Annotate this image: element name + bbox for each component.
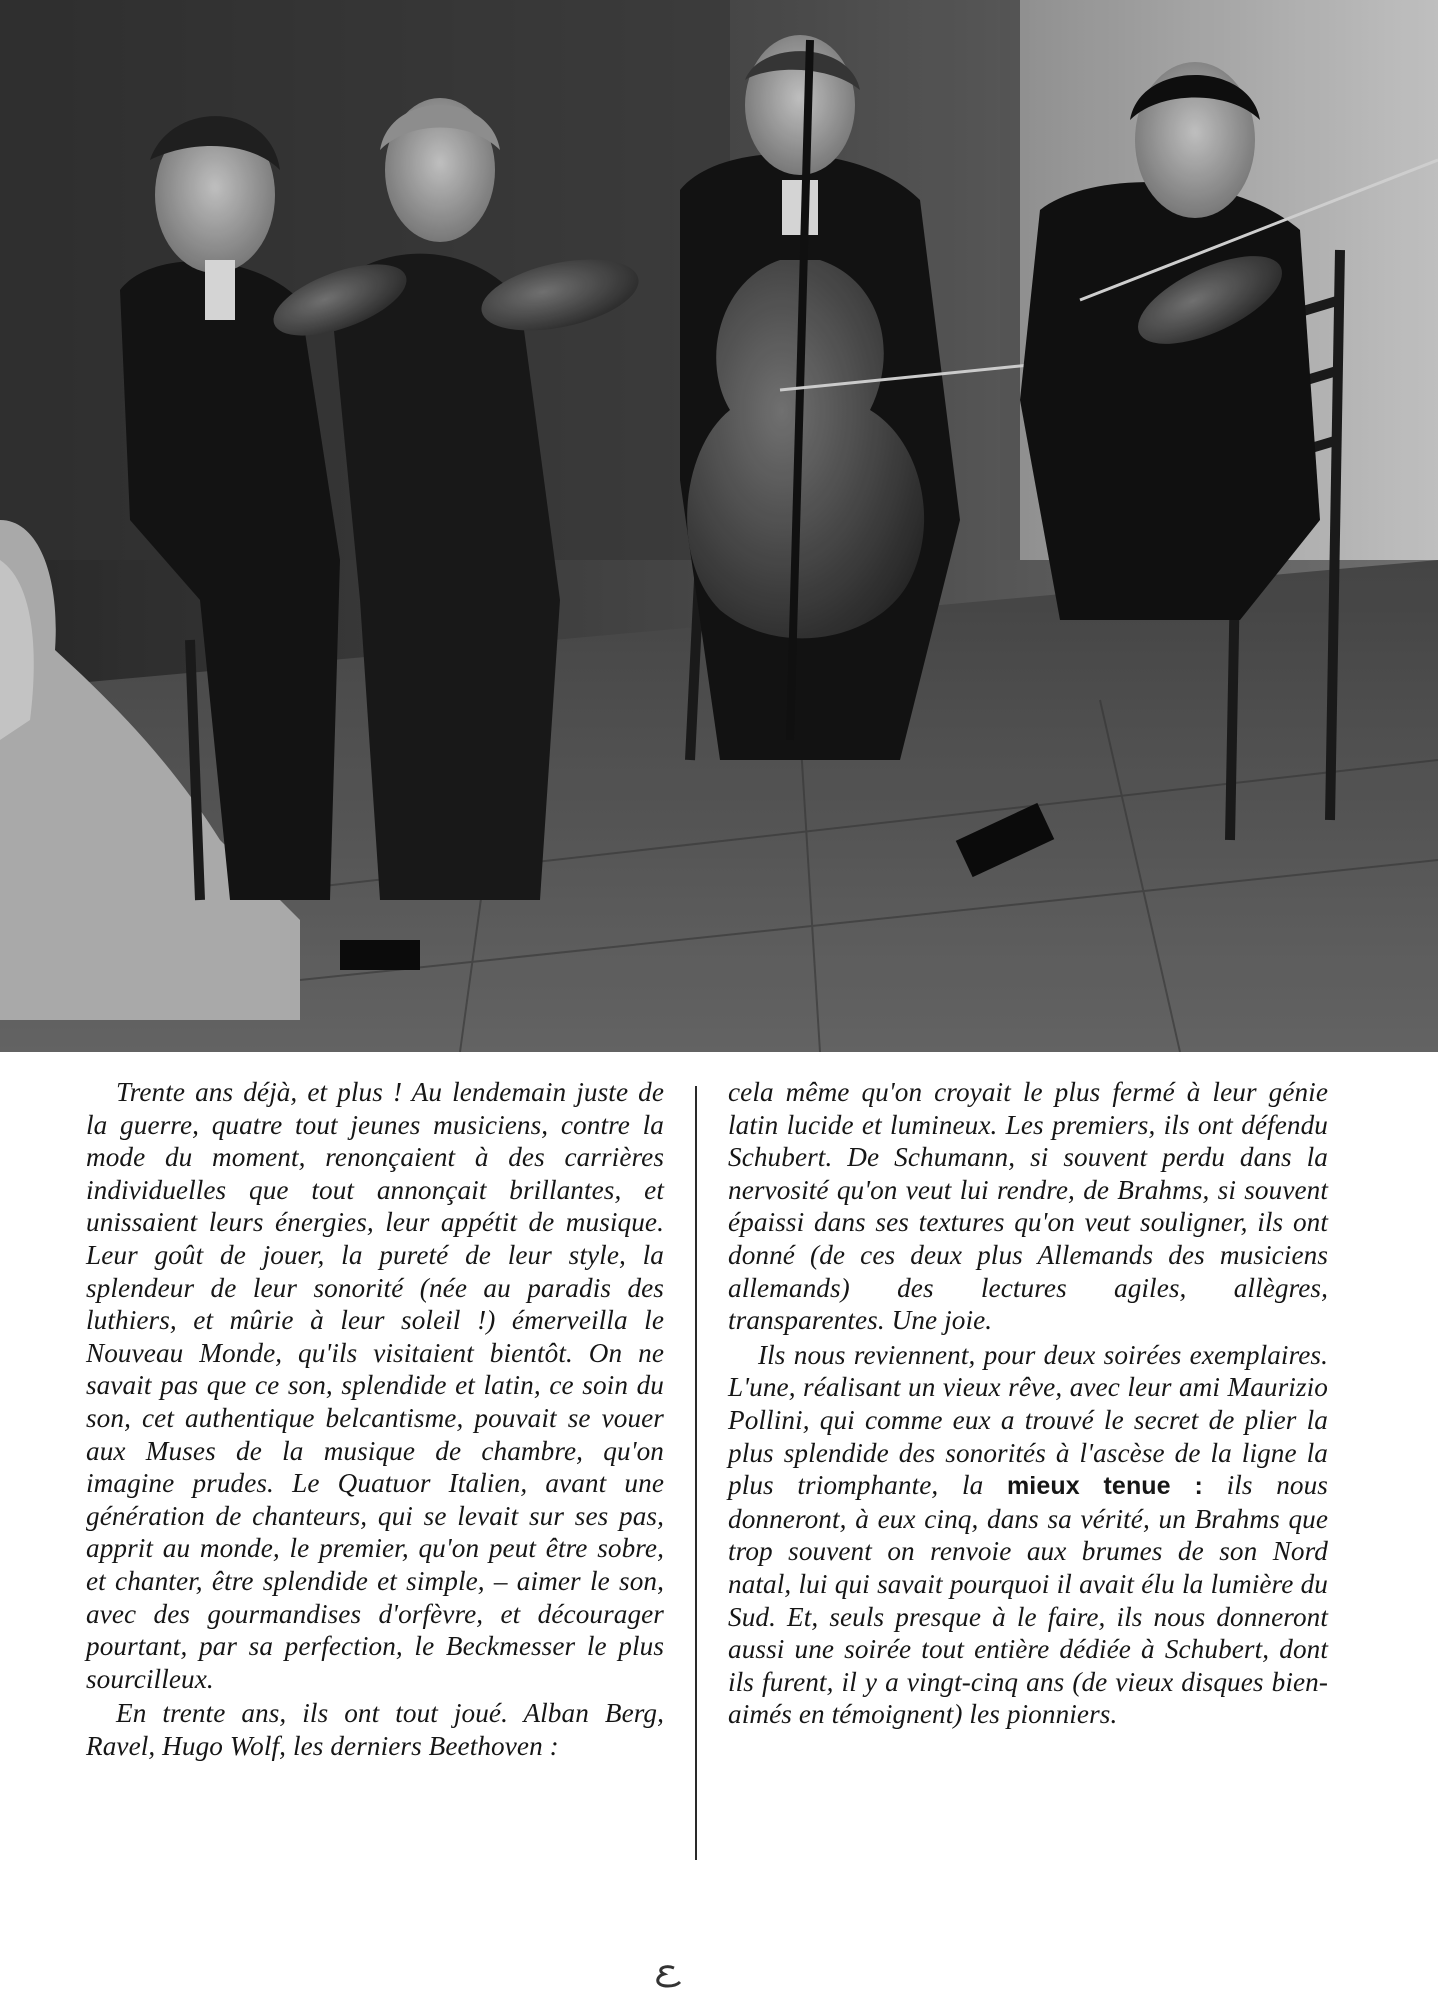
article-left-column	[86, 1076, 664, 1762]
paragraph-text: ils nous donneront, à eux cinq, dans sa vérité, un Brahms que trop souvent on renvoie aux brumes de son Nord natal, lui qui savait pourquoi il avait élu la lumière du Sud. Et, seuls presque à le faire, ils nous donneront aussi une soirée tout entière dédiée à Schubert, dont ils furent, il y a vingt-cinq ans (de vieux disques bien-aimés en témoignent) les pionniers.	[728, 1470, 1328, 1730]
column-divider	[695, 1086, 697, 1860]
page-mark-icon	[648, 1962, 688, 1992]
article-right-column	[728, 1076, 1328, 1731]
bold-phrase: mieux tenue :	[1006, 1472, 1203, 1501]
article-paragraph: En trente ans, ils ont tout joué. Alban Berg, Ravel, Hugo Wolf, les derniers Beethoven :	[86, 1698, 664, 1761]
paragraph-text: Ils nous reviennent, pour deux soirées exemplaires. L'une, réalisant un vieux rêve, avec leur ami Maurizio Pollini, qui comme eux a trouvé le secret de plier la plus splendide des sonorités à l'ascèse de la ligne la plus triomphante, la	[728, 1339, 1328, 1501]
article-paragraph	[728, 1339, 1328, 1731]
article-paragraph: cela même qu'on croyait le plus fermé à leur génie latin lucide et lumineux. Les premiers, ils ont défendu Schubert. De Schumann, si souvent perdu dans la nervosité qu'on veut lui rendre, de Brahms, si souvent épaissi dans ses textures qu'on veut souligner, ils ont donné (de ces deux plus Allemands des musiciens allemands) des lectures agiles, allègres, transparentes. Une joie.	[728, 1077, 1328, 1336]
article-paragraph: Trente ans déjà, et plus ! Au lendemain juste de la guerre, quatre tout jeunes musiciens, contre la mode du moment, renonçaient à des carrières individuelles que tout annonçait brillantes, et unissaient leurs énergies, leur appétit de musique. Leur goût de jouer, la pureté de leur style, la splendeur de leur sonorité (née au paradis des luthiers, et mûrie à leur soleil !) émerveilla le Nouveau Monde, qu'ils visitaient bientôt. On ne savait pas que ce son, splendide et latin, ce soin du son, cet authentique belcantisme, pouvait se vouer aux Muses de la musique de chambre, qu'on imagine prudes. Le Quatuor Italien, avant une génération de chanteurs, qui se levait sur ses pas, apprit au monde, le premier, qu'on peut être sobre, et chanter, être splendide et simple, – aimer le son, avec des gourmandises d'orfèvre, et décourager pourtant, par sa perfection, le Beckmesser le plus sourcilleux.	[86, 1077, 664, 1694]
